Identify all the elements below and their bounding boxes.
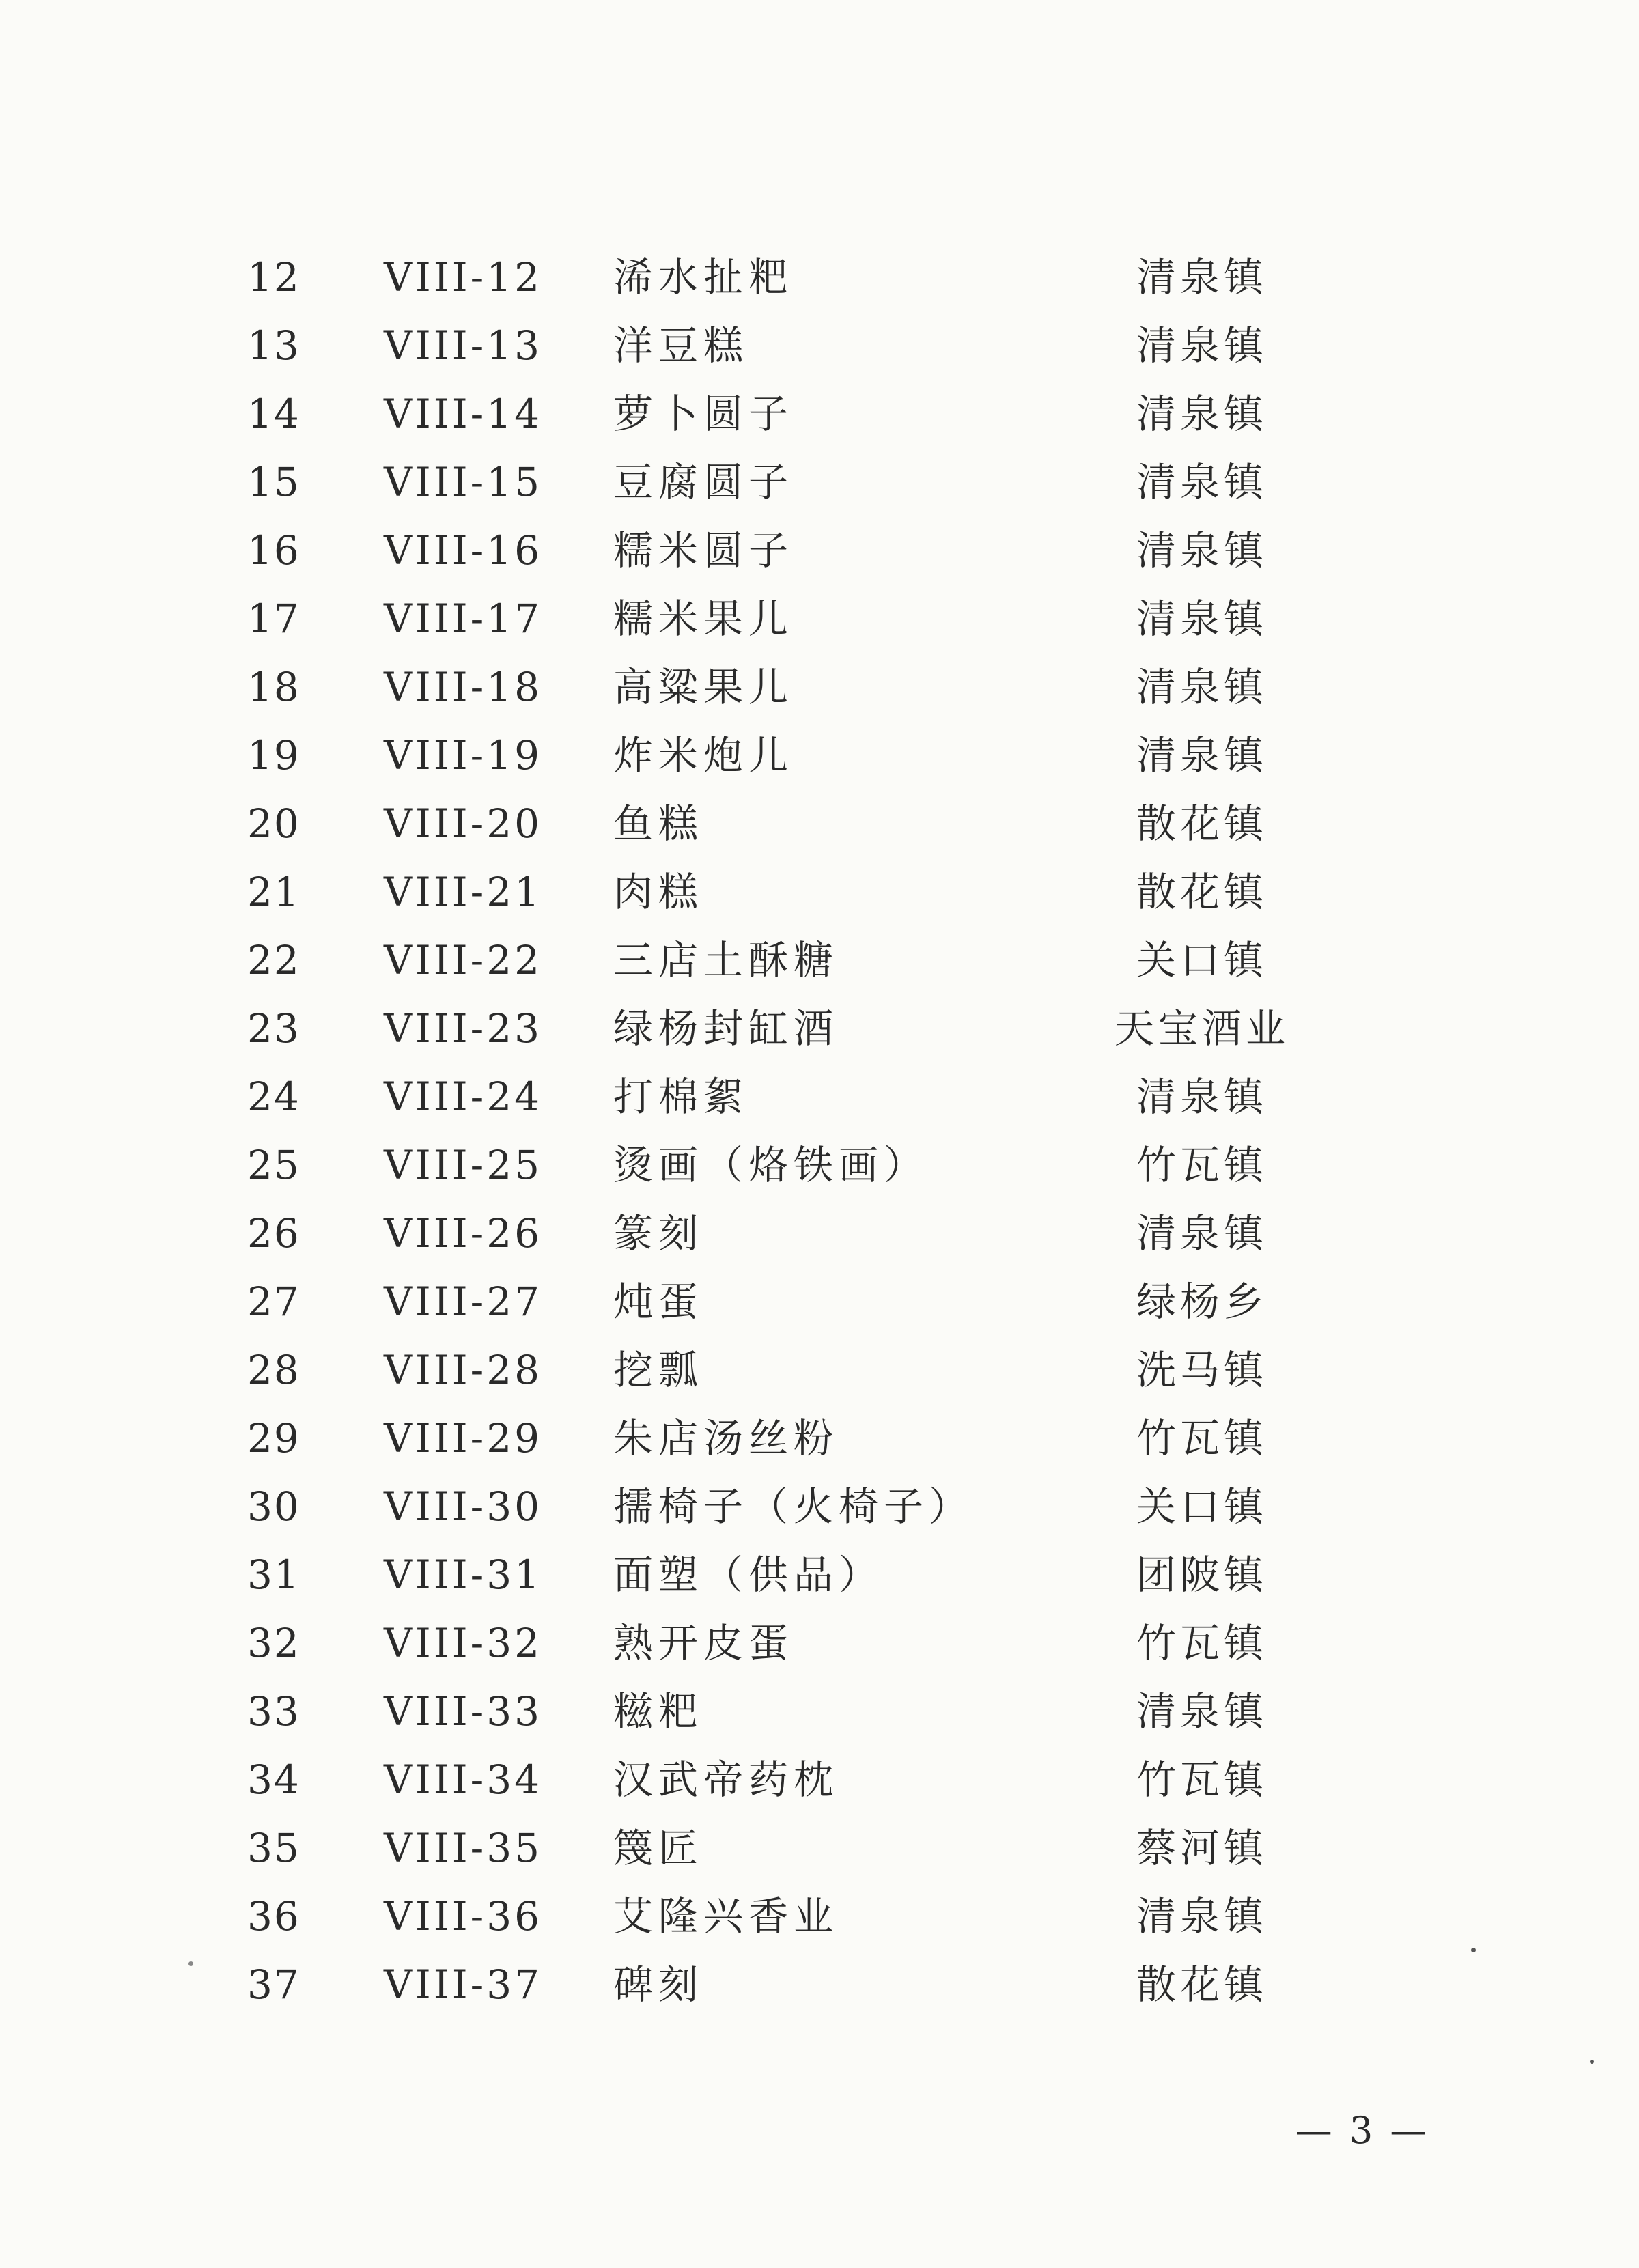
item-name: 浠水扯粑 [613,254,794,300]
item-code: VIII-19 [384,732,543,779]
item-number: 17 [247,596,300,642]
item-location: 散花镇 [1136,800,1267,847]
item-location: 绿杨乡 [1136,1278,1267,1325]
list-item [0,1886,1639,1955]
item-code: VIII-25 [384,1142,543,1188]
item-number: 27 [247,1278,300,1325]
item-number: 13 [247,322,300,369]
item-code: VIII-21 [384,869,543,915]
list-item [0,1545,1639,1613]
list-item [0,1818,1639,1886]
item-code: VIII-24 [384,1074,543,1120]
item-location: 蔡河镇 [1136,1825,1267,1871]
item-number: 30 [247,1483,300,1530]
item-number: 34 [247,1756,300,1803]
list-item [0,1408,1639,1476]
item-code: VIII-37 [384,1961,543,2008]
item-number: 14 [247,391,300,437]
item-name: 篾匠 [613,1825,704,1871]
list-item [0,1203,1639,1272]
item-code: VIII-30 [384,1483,543,1530]
item-location: 竹瓦镇 [1136,1415,1267,1461]
item-location: 散花镇 [1136,869,1267,915]
item-code: VIII-35 [384,1825,543,1871]
list-item [0,1476,1639,1545]
item-name: 萝卜圆子 [613,391,794,437]
list-item [0,794,1639,862]
item-name: 汉武帝药枕 [613,1756,839,1803]
item-code: VIII-26 [384,1210,543,1257]
item-location: 清泉镇 [1136,254,1267,300]
item-name: 糯米果儿 [613,596,794,642]
item-name: 豆腐圆子 [613,459,794,505]
list-item [0,1613,1639,1681]
item-name: 高粱果儿 [613,664,794,710]
item-code: VIII-20 [384,800,543,847]
item-number: 25 [247,1142,300,1188]
item-number: 36 [247,1893,300,1940]
item-number: 24 [247,1074,300,1120]
item-name: 艾隆兴香业 [613,1893,839,1940]
item-code: VIII-28 [384,1347,543,1393]
item-location: 清泉镇 [1136,527,1267,574]
item-name: 碑刻 [613,1961,704,2008]
scan-speck [1471,1948,1476,1952]
item-name: 绿杨封缸酒 [613,1005,839,1052]
item-number: 16 [247,527,300,574]
item-code: VIII-13 [384,322,543,369]
list-item [0,452,1639,520]
item-code: VIII-32 [384,1620,543,1666]
list-item [0,1340,1639,1408]
list-item [0,247,1639,316]
item-number: 21 [247,869,300,915]
list-item [0,1135,1639,1203]
item-code: VIII-27 [384,1278,543,1325]
item-name: 面塑（供品） [613,1552,884,1598]
item-number: 29 [247,1415,300,1461]
list-item [0,589,1639,657]
item-code: VIII-14 [384,391,543,437]
scan-speck [1590,2060,1594,2064]
item-location: 清泉镇 [1136,732,1267,779]
scan-speck [188,1961,193,1966]
item-name: 挖瓢 [613,1347,704,1393]
item-number: 12 [247,254,300,300]
item-code: VIII-31 [384,1552,543,1598]
item-location: 清泉镇 [1136,664,1267,710]
item-name: 鱼糕 [613,800,704,847]
item-number: 18 [247,664,300,710]
item-location: 竹瓦镇 [1136,1142,1267,1188]
item-number: 37 [247,1961,300,2008]
item-number: 26 [247,1210,300,1257]
item-location: 清泉镇 [1136,391,1267,437]
item-name: 洋豆糕 [613,322,749,369]
list-item [0,1955,1639,2023]
list-item [0,998,1639,1067]
item-code: VIII-16 [384,527,543,574]
item-location: 竹瓦镇 [1136,1620,1267,1666]
item-location: 竹瓦镇 [1136,1756,1267,1803]
item-name: 炖蛋 [613,1278,704,1325]
item-name: 炸米炮儿 [613,732,794,779]
item-location: 清泉镇 [1136,1688,1267,1735]
item-code: VIII-34 [384,1756,543,1803]
item-location: 团陂镇 [1136,1552,1267,1598]
item-code: VIII-15 [384,459,543,505]
list-item [0,1750,1639,1818]
list-item [0,657,1639,725]
item-name: 肉糕 [613,869,704,915]
item-number: 31 [247,1552,300,1598]
item-name: 篆刻 [613,1210,704,1257]
item-name: 熟开皮蛋 [613,1620,794,1666]
list-item [0,316,1639,384]
item-number: 22 [247,937,300,983]
item-name: 朱店汤丝粉 [613,1415,839,1461]
item-code: VIII-12 [384,254,543,300]
item-code: VIII-29 [384,1415,543,1461]
item-name: 打棉絮 [613,1074,749,1120]
item-location: 清泉镇 [1136,1210,1267,1257]
list-item [0,725,1639,794]
item-name: 糯米圆子 [613,527,794,574]
item-location: 关口镇 [1136,1483,1267,1530]
item-name: 烫画（烙铁画） [613,1142,929,1188]
list-item [0,930,1639,998]
item-code: VIII-36 [384,1893,543,1940]
list-item [0,384,1639,452]
item-number: 23 [247,1005,300,1052]
item-number: 19 [247,732,300,779]
item-location: 关口镇 [1136,937,1267,983]
list-item [0,1681,1639,1750]
item-name: 糍粑 [613,1688,704,1735]
item-location: 洗马镇 [1136,1347,1267,1393]
item-code: VIII-23 [384,1005,543,1052]
item-name: 擩椅子（火椅子） [613,1483,975,1530]
item-number: 32 [247,1620,300,1666]
list-item [0,520,1639,589]
page-number: — 3 — [1295,2109,1430,2152]
item-location: 清泉镇 [1136,322,1267,369]
item-location: 散花镇 [1136,1961,1267,2008]
item-location: 清泉镇 [1136,1893,1267,1940]
list-item [0,862,1639,930]
item-number: 35 [247,1825,300,1871]
item-name: 三店土酥糖 [613,937,839,983]
item-number: 15 [247,459,300,505]
item-code: VIII-18 [384,664,543,710]
list-item [0,1272,1639,1340]
item-number: 28 [247,1347,300,1393]
item-location: 清泉镇 [1136,596,1267,642]
list-item [0,1067,1639,1135]
item-location: 清泉镇 [1136,1074,1267,1120]
item-code: VIII-17 [384,596,543,642]
item-location: 天宝酒业 [1114,1005,1289,1052]
item-number: 20 [247,800,300,847]
item-code: VIII-22 [384,937,543,983]
item-number: 33 [247,1688,300,1735]
heritage-item-list [0,247,1639,2023]
item-location: 清泉镇 [1136,459,1267,505]
item-code: VIII-33 [384,1688,543,1735]
